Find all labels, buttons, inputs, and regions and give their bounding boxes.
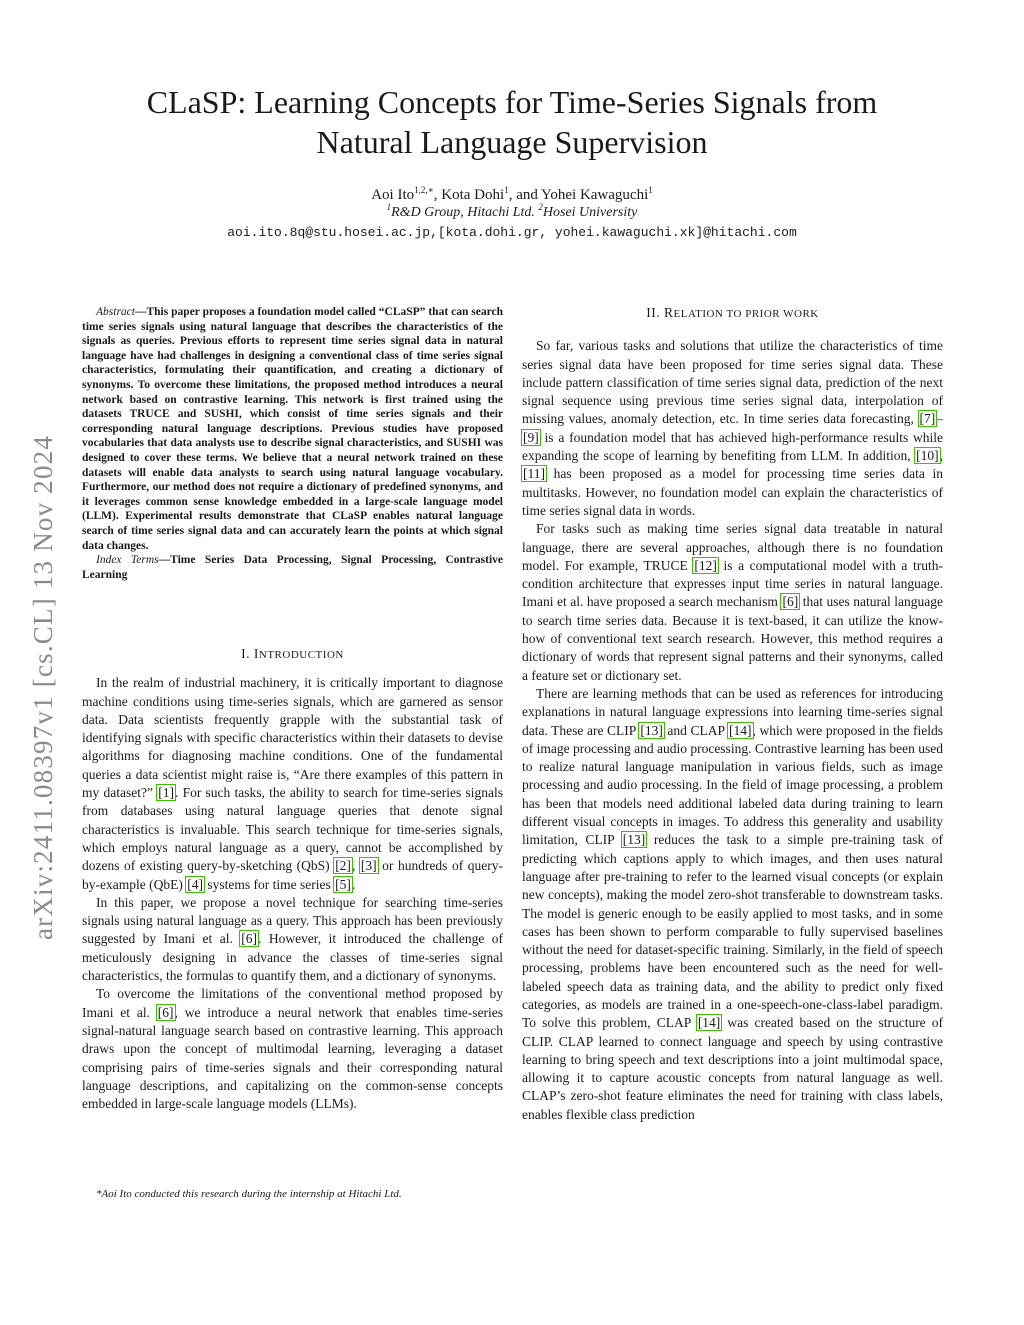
- citation-link[interactable]: [2]: [335, 858, 351, 874]
- citation-link[interactable]: [13]: [622, 832, 646, 848]
- title-line-1: CLaSP: Learning Concepts for Time-Series Signals from: [146, 84, 878, 120]
- footnote: *Aoi Ito conducted this research during the internship at Hitachi Ltd.: [96, 1188, 402, 1200]
- author-name: Aoi Ito: [371, 187, 415, 203]
- author-superscript: 1,2,∗: [414, 185, 434, 195]
- affiliations: [80, 202, 944, 221]
- author-emails: aoi.ito.8q@stu.hosei.ac.jp,[kota.dohi.gr, yohei.kawaguchi.xk]@hitachi.com: [227, 225, 797, 240]
- citation-link[interactable]: [3]: [360, 858, 377, 874]
- citation-link[interactable]: [6]: [157, 1004, 174, 1020]
- affiliation: Hosei University: [542, 205, 638, 220]
- index-terms-text: —Time Series Data Processing, Signal Processing, Contrastive Learning: [82, 554, 503, 581]
- abstract: [82, 305, 503, 582]
- index-terms: [82, 553, 503, 582]
- author-superscript: 1: [648, 185, 653, 195]
- citation-link[interactable]: [6]: [782, 594, 799, 610]
- index-terms-label: Index Terms: [96, 554, 159, 567]
- author-name: , Kota Dohi: [433, 187, 505, 203]
- citation-link[interactable]: [5]: [335, 876, 351, 892]
- author-superscript: 1: [504, 185, 509, 195]
- citation-link[interactable]: [4]: [187, 876, 203, 892]
- citation-link[interactable]: [6]: [241, 931, 258, 947]
- paragraph: To overcome the limitations of the conventional method proposed by Imani et al. [6], we introduce a neural network that enables time-series signal-natural language search based on contrastive learning. This approach draws upon the concept of multimodal learning, leveraging a dataset comprising pairs of time-series signals and their corresponding natural language descriptions, and capitalizing on the common-sense concepts embedded in large-scale language models (LLMs).: [82, 986, 503, 1112]
- citation-link[interactable]: [13]: [640, 722, 663, 738]
- paragraph: For tasks such as making time series signal data treatable in natural language, there are several approaches, although there is no foundation model. For example, TRUCE [12] is a computational model with a truth-condition architecture that expresses input time series in natural language. Imani et al. have proposed a search mechanism [6] that uses natural language to search time series data. Because it is text-based, it can utilize the know-how of conventional text search research. However, this method requires a dictionary of words that represent signal patterns and their synonyms, called a feature set or dictionary set.: [522, 521, 943, 683]
- affiliation: R&D Group, Hitachi Ltd.: [391, 205, 535, 220]
- author-name: , and Yohei Kawaguchi: [508, 187, 649, 203]
- affiliation-superscript: 1: [386, 202, 392, 212]
- paragraph: So far, various tasks and solutions that utilize the characteristics of time series signal data have been proposed for time series signal data. These include pattern classification of time series signal data, prediction of the next signal sequence using previous time series signal data, interpolation of missing values, anomaly detection, etc. In time series data forecasting, [7]–[9] is a foundation model that has achieved high-performance results while expanding the scope of learning by benefiting from LLM. In addition, [10], [11] has been proposed as a model for processing time series data in multitasks. However, no foundation model can explain the characteristics of time series signal data in words.: [522, 338, 943, 518]
- arxiv-identifier: arXiv:2411.08397v1 [cs.CL] 13 Nov 2024: [28, 434, 58, 940]
- affiliation-superscript: 2: [538, 202, 543, 212]
- paragraph: In this paper, we propose a novel technique for searching time-series signals using natural language as a query. This approach has been previously suggested by Imani et al. [6]. However, it introduced the challenge of meticulously designing in advance the classes of time-series signal characteristics, the formulas to quantify them, and a dictionary of synonyms.: [82, 894, 503, 984]
- citation-link[interactable]: [9]: [523, 429, 539, 445]
- abstract-paragraph: [82, 305, 503, 553]
- section-heading: II. RELATION TO PRIOR WORK: [646, 305, 819, 320]
- title-line-2: Natural Language Supervision: [316, 124, 708, 160]
- abstract-label: Abstract: [96, 306, 135, 318]
- paragraph: There are learning methods that can be used as references for introducing explanations in natural language expressions into learning time-series signal data. These are CLIP [13] and CLAP [14], which were proposed in the fields of image processing and audio processing. Contrastive learning has been used to realize natural language manipulation in various fields, such as image processing and audio processing. In the field of image processing, a problem has been that models need additional labeled data during training to learn different visual concepts in images. To address this generality and usability limitation, CLIP [13] reduces the task to a simple pre-training task of predicting which captions apply to which images, and then uses natural language after pre-training to refer to the learned visual concepts (or explain new concepts), making the model zero-shot transferable to downstream tasks. The model is generic enough to be easily applied to most tasks, and in some cases has been shown to perform comparable to fully supervised baselines without the need for dataset-specific training. Similarly, in the field of speech processing, problems have been encountered such as the need for well-labeled speech data as training data, and the ability to predict only fixed categories, as models are trained in a one-speech-one-class-label paradigm. To solve this problem, CLAP [14] was created based on the structure of CLIP. CLAP learned to connect language and speech by using contrastive learning to bring speech and text descriptions into a joint multimodal space, allowing it to capture acoustic concepts from natural language as well. CLAP’s zero-shot feature eliminates the need for training with class labels, enables flexible class prediction: [522, 685, 944, 1122]
- citation-link[interactable]: [10]: [916, 448, 939, 464]
- citation-link[interactable]: [14]: [697, 1015, 721, 1031]
- paragraph: In the realm of industrial machinery, it is critically important to diagnose machine conditions using time-series signals, which are garnered as sensor data. Data scientists frequently grapple with the substantial task of identifying signals with specific characteristics within their datasets to devise algorithms for diagnosing machine conditions. One of the fundamental queries a data scientist might raise is, “Are there examples of this pattern in my dataset?” [1]. For such tasks, the ability to search for time-series signals from databases using natural language queries that denote signal characteristics is invaluable. This search technique for time-series signals, which employs natural language as a query, cannot be accomplished by dozens of existing query-by-sketching (QbS) [2], [3] or hundreds of query-by-example (QbE) [4] systems for time series [5].: [82, 675, 504, 892]
- paper-title: [80, 82, 944, 162]
- citation-link[interactable]: [14]: [729, 722, 752, 738]
- citation-link[interactable]: [1]: [158, 785, 174, 801]
- citation-link[interactable]: [7]: [919, 411, 936, 427]
- citation-link[interactable]: [11]: [523, 466, 545, 482]
- author-list: [80, 186, 944, 205]
- section-introduction: [82, 645, 503, 1113]
- abstract-text: —This paper proposes a foundation model called “CLaSP” that can search time series signals using natural language that describes the characteristics of the signals as queries. Previous efforts to represent time series signal data in natural language have had challenges in designing a conventional class of time series signal characteristics, formulating their quantification, and creating a dictionary of synonyms. To overcome these limitations, the proposed method introduces a neural network based on contrastive learning. This network is first trained using the datasets TRUCE and SUSHI, which consist of time series signals and their corresponding natural language descriptions. Previous studies have proposed vocabularies that data analysts use to describe signal characteristics, and SUSHI was designed to cover these terms. We believe that a neural network trained on these datasets will enable data analysts to search using natural language vocabulary. Furthermore, our method does not require a dictionary of predefined synonyms, and it leverages common sense knowledge embedded in a large-scale language model (LLM). Experimental results demonstrate that CLaSP enables natural language search of time series signal data and can accurately learn the points at which signal data changes.: [82, 306, 503, 552]
- section-heading: I. INTRODUCTION: [241, 646, 344, 661]
- citation-link[interactable]: [12]: [694, 557, 717, 573]
- section-related-work: [522, 304, 943, 1124]
